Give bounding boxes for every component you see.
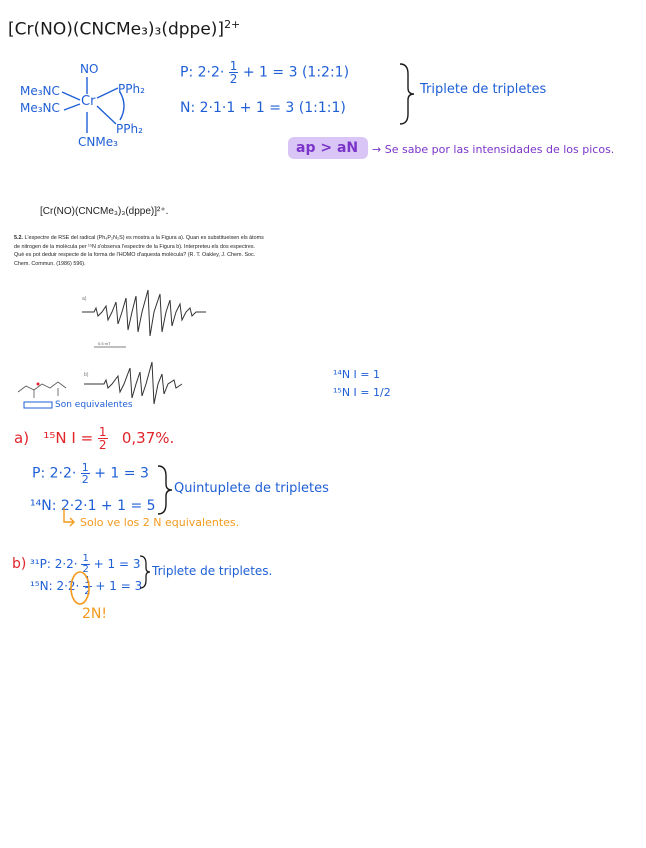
- part-b-p-suffix: + 1 = 3: [93, 557, 141, 571]
- structure-no: NO: [80, 62, 99, 76]
- part-a-isotope: ¹⁵N I =: [43, 429, 98, 447]
- isotope-14n: ¹⁴N I = 1: [333, 368, 380, 381]
- structure-right-1: PPh₂: [118, 82, 145, 96]
- spectrum-a-label: a): [82, 296, 87, 302]
- part-a-percent: 0,37%.: [121, 429, 175, 447]
- p-frac-den: 2: [229, 72, 238, 86]
- p-suffix: + 1 = 3 (1:2:1): [242, 64, 350, 81]
- exercise-heading: [Cr(NO)(CNCMe₃)₃(dppe)]²⁺.: [40, 206, 169, 217]
- part-b-triplet-label: Triplete de tripletes.: [152, 564, 273, 578]
- part-b-n-frac-den: 2: [84, 586, 91, 597]
- n-coupling-line: N: 2·1·1 + 1 = 3 (1:1:1): [180, 100, 346, 116]
- part-b-n-prefix: ¹⁵N: 2·2·: [30, 579, 80, 593]
- part-a-p-frac-den: 2: [81, 473, 89, 486]
- structure-center: Cr: [81, 94, 96, 109]
- part-a-p-frac-num: 1: [81, 461, 89, 474]
- exercise-line-4: Chem. Commun. (1986) 596).: [14, 260, 86, 267]
- part-b-n-suffix: + 1 = 3: [95, 579, 143, 593]
- highlight-text: ap > aN: [296, 140, 359, 156]
- part-a-p-suffix: + 1 = 3: [94, 465, 149, 482]
- exercise-number: 5.2.: [14, 235, 23, 241]
- structure-left-2: Me₃NC: [20, 101, 60, 115]
- part-b-p-frac-num: 1: [82, 553, 89, 564]
- part-b-p-prefix: ³¹P: 2·2·: [30, 557, 78, 571]
- complex-formula: [Cr(NO)(CNCMe₃)₃(dppe)]: [8, 19, 225, 40]
- exercise-line-3: Què es pot deduir respecte de la forma de l'HOMO d'aquesta molècula? (R. T. Oakley, J. Chem. Soc.: [14, 252, 256, 259]
- isotope-15n: ¹⁵N I = 1/2: [333, 386, 391, 399]
- part-a-frac-num: 1: [98, 425, 107, 439]
- p-prefix: P: 2·2·: [180, 64, 225, 81]
- exercise-line-1: L'espectre de RSE del radical (Ph₄P₂N₂S) es mostra a la Figura a). Quan es substitueixen els àtoms: [24, 235, 264, 241]
- part-b-note: 2N!: [82, 606, 107, 622]
- structure-left-1: Me₃NC: [20, 84, 60, 98]
- part-b-n-frac-num: 1: [84, 575, 91, 586]
- equivalents-note: Son equivalentes: [55, 400, 133, 410]
- part-a-note: Solo ve los 2 N equivalentes.: [80, 516, 240, 529]
- part-b-p-frac-den: 2: [82, 564, 89, 575]
- part-a-p-prefix: P: 2·2·: [32, 465, 77, 482]
- complex-charge: 2+: [224, 18, 241, 31]
- intensity-note: → Se sabe por las intensidades de los picos.: [372, 143, 615, 156]
- part-a-frac-den: 2: [98, 438, 107, 452]
- spectrum-b-label: b): [84, 372, 89, 378]
- scale-label: 0.5 mT: [98, 341, 111, 346]
- structure-right-2: PPh₂: [116, 122, 143, 136]
- p-frac-num: 1: [229, 59, 238, 73]
- quintuplet-label: Quintuplete de tripletes: [174, 481, 329, 496]
- part-a-label: a): [14, 429, 30, 447]
- triplet-label: Triplete de tripletes: [420, 82, 547, 97]
- structure-bottom: CNMe₃: [78, 135, 118, 149]
- part-b-label: b): [12, 556, 27, 572]
- part-a-n-line: ¹⁴N: 2·2·1 + 1 = 5: [30, 498, 156, 514]
- exercise-line-2: de nitrogen de la molècula per ¹⁵N s'observa l'espectre de la Figura b). Interpreteu els dos espectres.: [14, 243, 256, 250]
